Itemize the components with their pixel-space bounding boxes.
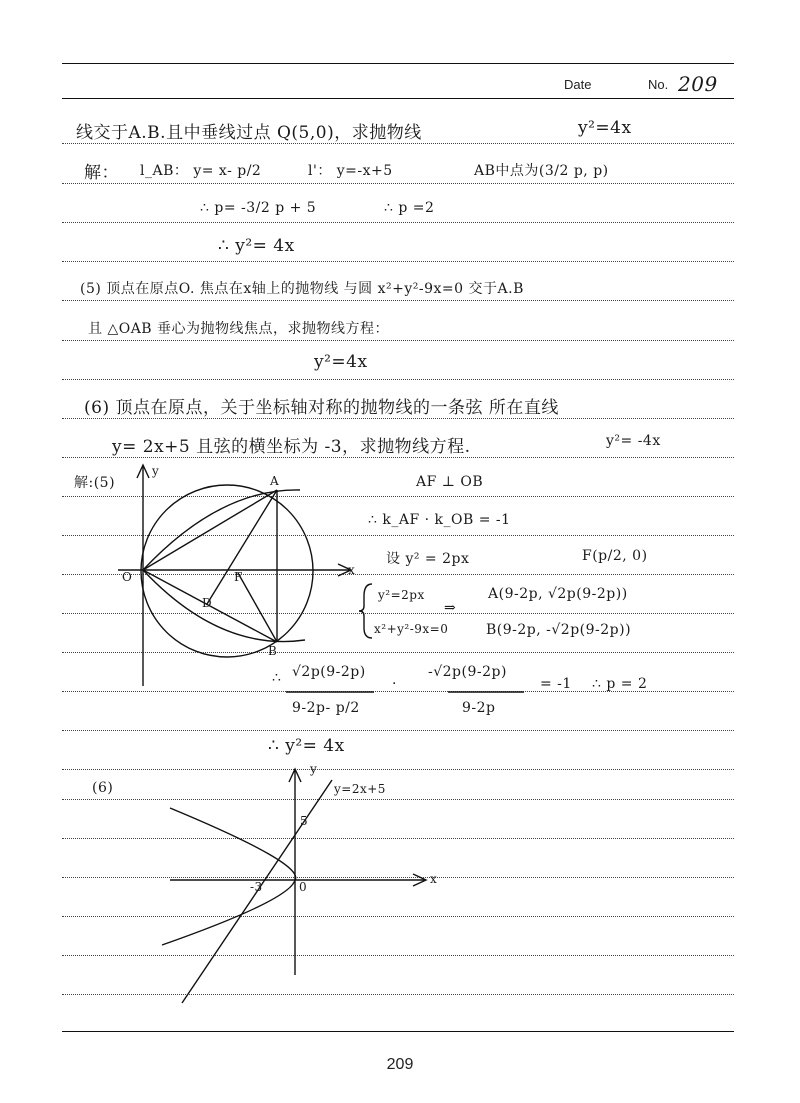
fig6-tick-5: 5 xyxy=(300,814,309,828)
sol5-equals: = -1 xyxy=(540,676,572,692)
sol5-frac2-num: -√2p(9-2p) xyxy=(428,664,507,680)
sol5-therefore: ∴ xyxy=(272,670,282,686)
sol5-frac1-den: 9-2p- p/2 xyxy=(292,700,360,716)
line-3-eq: ∴ p= -3/2 p + 5 xyxy=(200,200,317,216)
line-3-result: ∴ p =2 xyxy=(384,200,435,216)
fig6-parabola xyxy=(162,808,296,945)
line-1-text: 线交于A.B.且中垂线过点 Q(5,0)，求抛物线 xyxy=(76,123,422,143)
fig5-x-label: x xyxy=(348,563,356,577)
sol5-system-eq-1: y²=2px xyxy=(378,588,425,602)
fig5-label: 解:(5) xyxy=(74,475,116,491)
line-6-problem: 且 △OAB 垂心为抛物线焦点，求抛物线方程： xyxy=(88,321,390,337)
line-7-answer: y²=4x xyxy=(314,352,368,372)
fig6-y-label: y xyxy=(310,762,318,776)
page-number: 209 xyxy=(386,1056,414,1073)
fig5-y-label: y xyxy=(152,464,160,478)
sol5-step-3a: 设 y² = 2px xyxy=(386,551,470,567)
fig5-point-D: D xyxy=(202,596,213,610)
line-2-solution-label: 解： xyxy=(84,163,119,183)
date-label: Date xyxy=(564,77,592,92)
line-4-answer: ∴ y²= 4x xyxy=(218,236,295,256)
fig6-label: (6) xyxy=(92,780,114,796)
sol5-point-A-coords: A(9-2p, √2p(9-2p)) xyxy=(488,586,628,602)
sol5-system-eq-2: x²+y²-9x=0 xyxy=(374,622,449,636)
sol5-step-3b: F(p/2, 0) xyxy=(582,548,648,564)
sol5-frac1-num: √2p(9-2p) xyxy=(292,664,366,680)
fig5-point-F: F xyxy=(234,570,243,584)
sol5-step-2: ∴ k_AF · k_OB = -1 xyxy=(368,512,511,528)
line-2-lprime: l'： y=-x+5 xyxy=(308,163,393,179)
fig5-point-B: B xyxy=(268,644,278,658)
sol5-implies: ⇒ xyxy=(444,600,457,616)
line-1-answer: y²=4x xyxy=(578,118,632,138)
line-5-problem: (5) 顶点在原点O. 焦点在x轴上的抛物线 与圆 x²+y²-9x=0 交于A.B xyxy=(80,281,524,297)
sol5-step-1: AF ⊥ OB xyxy=(416,474,484,490)
page-no-value: 209 xyxy=(678,72,718,96)
sol5-times: · xyxy=(392,676,397,692)
line-2-lab: l_AB： y= x- p/2 xyxy=(140,163,262,179)
fig6-tick-minus3: -3 xyxy=(250,880,263,894)
line-2-midpoint: AB中点为(3/2 p, p) xyxy=(474,163,609,179)
line-8-problem: (6) 顶点在原点，关于坐标轴对称的抛物线的一条弦 所在直线 xyxy=(84,398,559,418)
no-label: No. xyxy=(648,77,669,92)
fig5-origin-label: O xyxy=(122,570,133,584)
line-9-problem: y= 2x+5 且弦的横坐标为 -3，求抛物线方程. xyxy=(112,437,471,457)
sol5-answer: ∴ y²= 4x xyxy=(268,736,345,756)
fig5-point-A: A xyxy=(270,474,280,488)
line-9-answer: y²= -4x xyxy=(606,433,661,449)
fig6-x-label: x xyxy=(430,872,438,886)
sol5-frac2-den: 9-2p xyxy=(462,700,496,716)
fig6-origin: 0 xyxy=(299,880,308,894)
fig6-line-label: y=2x+5 xyxy=(334,782,386,796)
sol5-point-B-coords: B(9-2p, -√2p(9-2p)) xyxy=(486,622,632,638)
sol5-p-value: ∴ p = 2 xyxy=(592,676,648,692)
